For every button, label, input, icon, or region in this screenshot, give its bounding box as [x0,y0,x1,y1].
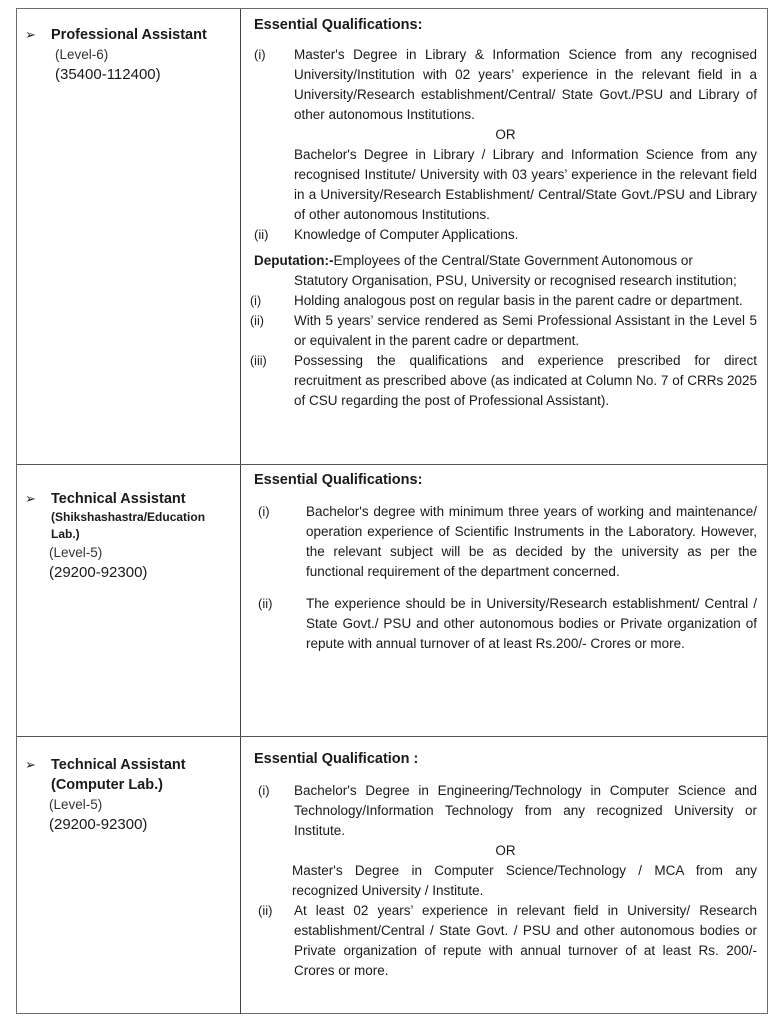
post-title: Professional Assistant [51,27,207,43]
item-text: Bachelor's Degree in Engineering/Technology in Computer Science and Technology/Information Technology from any recognized University or Institute. [294,783,757,838]
qualifications-cell [241,9,767,464]
qualifications-heading: Essential Qualifications: [254,17,423,33]
qualifications-cell [241,465,767,736]
post-cell [17,465,241,736]
table-row-technical-assistant-education [17,465,767,737]
deputation-intro: Employees of the Central/State Government Autonomous or [333,253,693,268]
item-number: (ii) [258,903,273,918]
post-info [25,25,234,85]
or-separator: OR [495,843,516,858]
qualifications-heading: Essential Qualifications: [254,472,423,488]
item-number: (i) [258,504,270,519]
post-title: Technical Assistant [51,757,186,773]
arrow-bullet-icon: ➢ [25,491,36,506]
post-pay-scale: (35400-112400) [55,66,161,83]
item-text: Holding analogous post on regular basis in the parent cadre or department. [294,293,743,308]
deputation-label: Deputation:- [254,253,334,268]
qualifications-cell [241,737,767,1014]
or-separator: OR [495,127,516,142]
item-alt-text: Master's Degree in Computer Science/Technology / MCA from any recognized University / Institute. [292,863,757,898]
item-text: The experience should be in University/Research establishment/ Central / State Govt./ PSU and other autonomous bodies or Private organization of repute with annual turnover of at least Rs.200/- Crores or more. [306,596,757,651]
item-number: (i) [258,783,270,798]
deputation-item [250,311,757,351]
post-pay-scale: (29200-92300) [49,816,148,833]
item-number: (ii) [258,596,273,611]
post-cell [17,737,241,1014]
item-number: (iii) [250,354,267,368]
qualification-item [254,594,757,654]
deputation-intro-continued: Statutory Organisation, PSU, University or recognised research institution; [294,273,737,288]
post-level: (Level-5) [49,545,103,560]
qualification-item [254,225,757,245]
item-text: Possessing the qualifications and experience prescribed for direct recruitment as prescribed above (as indicated at Column No. 7 of CRRs 2025 of CSU regarding the post of Professional Assistant). [294,353,757,408]
item-number: (i) [250,294,262,308]
item-text: Bachelor's degree with minimum three years of working and maintenance/ operation experience of Scientific Instruments in the Laboratory. However, the relevant subject will be as decided by the university as per the functional requirement of the department concerned. [306,504,757,579]
table-row-technical-assistant-computer [17,737,767,1014]
item-text: Knowledge of Computer Applications. [294,227,519,242]
qualification-item [254,901,757,981]
arrow-bullet-icon: ➢ [25,27,36,42]
item-text: With 5 years’ service rendered as Semi Professional Assistant in the Level 5 or equivalent in the parent cadre or department. [294,313,757,348]
arrow-bullet-icon: ➢ [25,757,36,772]
deputation-item [250,351,757,411]
item-number: (ii) [254,227,269,242]
item-number: (ii) [250,314,264,328]
qualification-item [254,781,757,841]
qualification-item [254,45,757,125]
qualification-item [254,502,757,582]
qualifications-heading: Essential Qualification : [254,751,419,767]
table-row-professional-assistant [17,9,767,465]
item-text: At least 02 years’ experience in relevant field in University/ Research establishment/Central / State Govt. / PSU and other autonomous bodies or Private organization of repute with annual turnover of at least Rs. 200/- Crores or more. [294,903,757,978]
post-level: (Level-6) [55,47,109,62]
post-pay-scale: (29200-92300) [49,564,148,581]
post-subtitle: (Computer Lab.) [51,777,163,793]
post-cell [17,9,241,464]
post-level: (Level-5) [49,797,103,812]
post-info [25,755,234,835]
item-alt-text: Bachelor's Degree in Library / Library and Information Science from any recognised Institute/ University with 03 years’ experience in the relevant field in a University/Research Establishment/ Central/State Govt./PSU and Library of other autonomous Institutions. [294,147,757,222]
item-number: (i) [254,47,266,62]
deputation-block [254,251,757,291]
item-text: Master's Degree in Library & Information Science from any recognised University/Institution with 02 years’ experience in the relevant field in a University/Research establishment/Central/ State Govt./PSU and Library of other autonomous Institutions. [294,47,757,122]
qualifications-table [16,8,768,1014]
post-title: Technical Assistant [51,491,186,507]
post-subtitle: (Shikshashastra/Education Lab.) [51,510,206,541]
post-info [25,489,234,583]
deputation-item [250,291,757,311]
